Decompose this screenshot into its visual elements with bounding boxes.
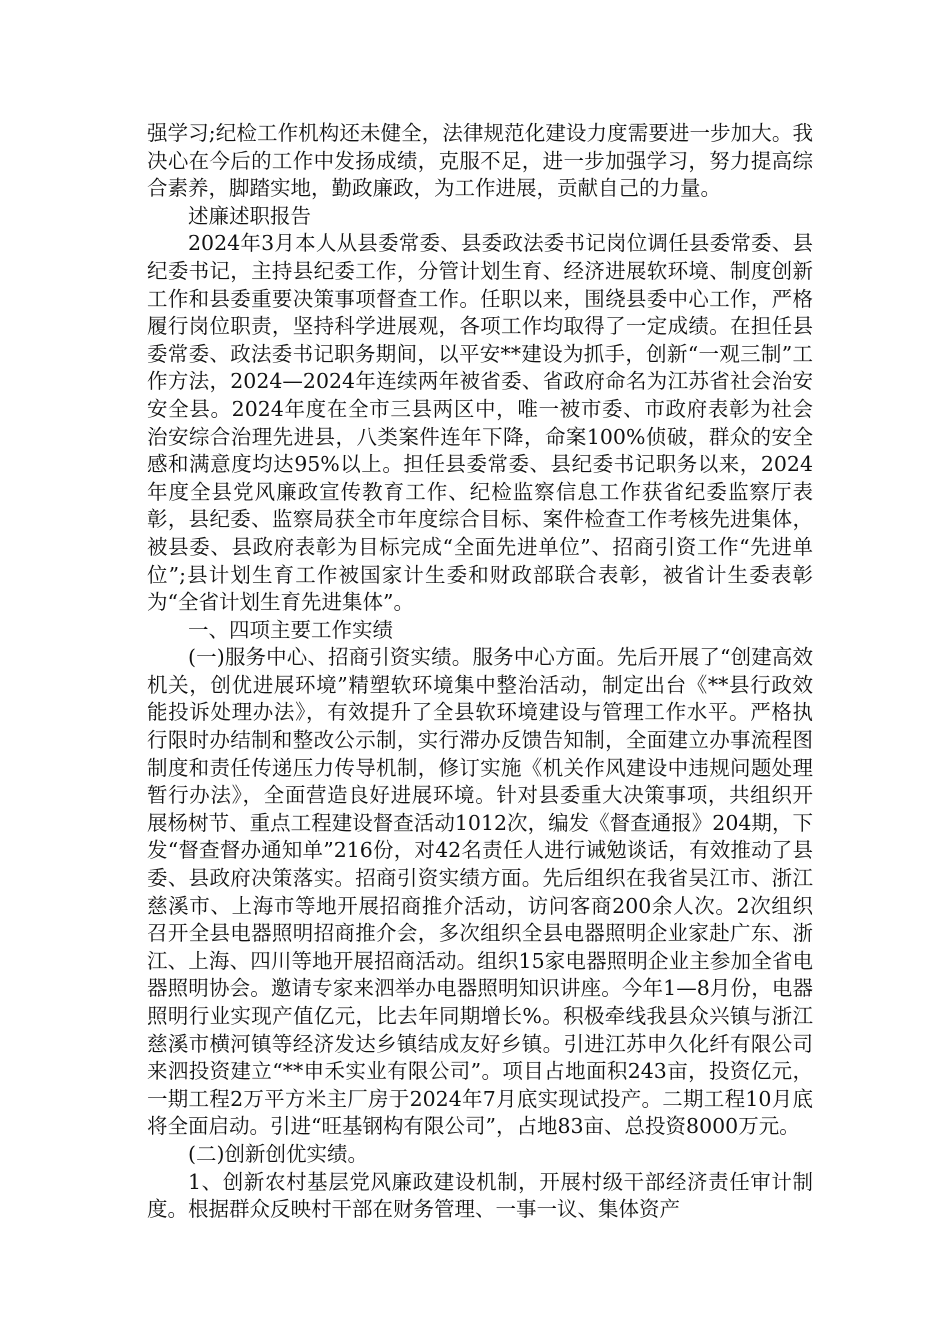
section-heading-1: 一、四项主要工作实绩 [188,617,393,642]
paragraph-intro: 2024年3月本人从县委常委、县委政法委书记岗位调任县委常委、县纪委书记，主持县纪委工作，分管计划生育、经济进展软环境、制度创新工作和县委重要决策事项督查工作。任职以来，围绕县委中心工作，严格履行岗位职责，坚持科学进展观，各项工作均取得了一定成绩。在担任县委常委、政法委书记职务期间，以平安**建设为抓手，创新“一观三制”工作方法，2024—2024年连续两年被省委、省政府命名为江苏省社会治安安全县。2024年度在全市三县两区中，唯一被市委、市政府表彰为社会治安综合治理先进县，八类案件连年下降，命案100%侦破，群众的安全感和满意度均达95%以上。担任县委常委、县纪委书记职务以来，2024年度全县党风廉政宣传教育工作、纪检监察信息工作获省纪委监察厅表彰，县纪委、监察局获全市年度综合目标、案件检查工作考核先进集体，被县委、县政府表彰为目标完成“全面先进单位”、招商引资工作“先进单位”;县计划生育工作被国家计生委和财政部联合表彰，被省计生委表彰为“全省计划生育先进集体”。 [147,231,813,615]
document-body [147,120,813,1224]
paragraph-innovation: 1、创新农村基层党风廉政建设机制，开展村级干部经济责任审计制度。根据群众反映村干部在财务管理、一事一议、集体资产 [147,1169,813,1222]
subsection-heading-2: (二)创新创优实绩。 [188,1141,368,1166]
paragraph-service-center: (一)服务中心、招商引资实绩。服务中心方面。先后开展了“创建高效机关，创优进展环境”精塑软环境集中整治活动，制定出台《**县行政效能投诉处理办法》，有效提升了全县软环境建设与管理工作水平。严格执行限时办结制和整改公示制，实行滞办反馈告知制，全面建立办事流程图制度和责任传递压力传导机制，修订实施《机关作风建设中违规问题处理暂行办法》，全面营造良好进展环境。针对县委重大决策事项，共组织开展杨树节、重点工程建设督查活动1012次，编发《督查通报》204期，下发“督查督办通知单”216份，对42名责任人进行诫勉谈话，有效推动了县委、县政府决策落实。招商引资实绩方面。先后组织在我省吴江市、浙江慈溪市、上海市等地开展招商推介活动，访问客商200余人次。2次组织召开全县电器照明招商推介会，多次组织全县电器照明企业家赴广东、浙江、上海、四川等地开展招商活动。组织15家电器照明企业主参加全省电器照明协会。邀请专家来泗举办电器照明知识讲座。今年1—8月份，电器照明行业实现产值亿元，比去年同期增长%。积极牵线我县众兴镇与浙江慈溪市横河镇等经济发达乡镇结成友好乡镇。引进江苏申久化纤有限公司来泗投资建立“**申禾实业有限公司”。项目占地面积243亩，投资亿元，一期工程2万平方米主厂房于2024年7月底实现试投产。二期工程10月底将全面启动。引进“旺基钢构有限公司”，占地83亩、总投资8000万元。 [147,645,813,1139]
report-title: 述廉述职报告 [188,203,311,228]
paragraph-continuation: 强学习;纪检工作机构还未健全，法律规范化建设力度需要进一步加大。我决心在今后的工作中发扬成绩，克服不足，进一步加强学习，努力提高综合素养，脚踏实地，勤政廉政，为工作进展，贡献自己的力量。 [147,121,813,201]
